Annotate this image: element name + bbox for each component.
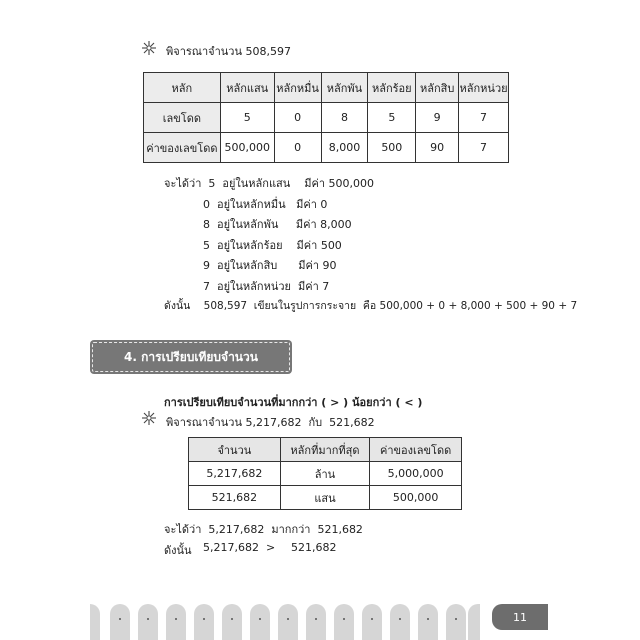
explanation-line: 5 อยู่ในหลักร้อย มีค่า 500 — [203, 239, 342, 252]
table-cell: ล้าน — [280, 462, 370, 486]
explanation-line: 7 อยู่ในหลักหน่วย มีค่า 7 — [203, 280, 330, 293]
fence-picket — [278, 604, 298, 640]
table-cell: 0 — [274, 103, 321, 133]
table-cell: 5 — [220, 103, 274, 133]
fence-picket — [110, 604, 130, 640]
header-cell: หลักร้อย — [368, 73, 416, 103]
fence-picket — [362, 604, 382, 640]
header-cell: ค่าของเลขโดด — [370, 438, 462, 462]
row-label: ค่าของเลขโดด — [144, 133, 221, 163]
result2-operator: > — [266, 541, 276, 554]
header-cell: หลัก — [144, 73, 221, 103]
table-cell: 8 — [321, 103, 368, 133]
table-cell: 8,000 — [321, 133, 368, 163]
header-cell: หลักที่มากที่สุด — [280, 438, 370, 462]
header-cell: หลักแสน — [220, 73, 274, 103]
asterisk-bullet-icon — [141, 410, 157, 426]
fence-picket — [250, 604, 270, 640]
table-cell: 7 — [459, 103, 509, 133]
table-header-row — [189, 438, 462, 462]
section-heading: 4. การเปรียบเทียบจำนวน — [92, 342, 290, 372]
result2-a: 5,217,682 — [203, 541, 259, 554]
conclusion-line: ดังนั้น 508,597 เขียนในรูปการกระจาย คือ 500,000 + 0 + 8,000 + 500 + 90 + 7 — [164, 300, 578, 312]
table-header-row — [144, 73, 509, 103]
row-label: เลขโดด — [144, 103, 221, 133]
table-cell: 0 — [274, 133, 321, 163]
explanation-line: 0 อยู่ในหลักหมื่น มีค่า 0 — [203, 198, 328, 211]
fence-picket — [446, 604, 466, 640]
asterisk-bullet-icon — [141, 40, 157, 56]
explanation-line: จะได้ว่า 5 อยู่ในหลักแสน มีค่า 500,000 — [164, 177, 375, 190]
header-cell: หลักหมื่น — [274, 73, 321, 103]
header-cell: หลักสิบ — [416, 73, 459, 103]
header-cell: หลักพัน — [321, 73, 368, 103]
fence-decoration — [90, 604, 100, 640]
fence-picket — [334, 604, 354, 640]
table-row — [144, 103, 509, 133]
table-cell: 7 — [459, 133, 509, 163]
fence-decoration — [468, 604, 480, 640]
table-cell: 500 — [368, 133, 416, 163]
section1-intro: พิจารณาจำนวน 508,597 — [166, 45, 291, 58]
result2-b: 521,682 — [291, 541, 337, 554]
table-cell: 500,000 — [370, 486, 462, 510]
table-cell: 5 — [368, 103, 416, 133]
fence-picket — [306, 604, 326, 640]
table-row — [189, 462, 462, 486]
explanation-line: 9 อยู่ในหลักสิบ มีค่า 90 — [203, 259, 337, 272]
table-cell: 5,217,682 — [189, 462, 281, 486]
fence-picket — [138, 604, 158, 640]
header-cell: หลักหน่วย — [459, 73, 509, 103]
fence-picket — [390, 604, 410, 640]
table-cell: 90 — [416, 133, 459, 163]
explanation-line: 8 อยู่ในหลักพัน มีค่า 8,000 — [203, 218, 352, 231]
comparison-table — [188, 437, 462, 510]
comparison-subtitle: การเปรียบเทียบจำนวนที่มากกว่า ( > ) น้อยกว่า ( < ) — [164, 396, 423, 409]
table-cell: 9 — [416, 103, 459, 133]
table-row — [144, 133, 509, 163]
result2-label: ดังนั้น — [164, 544, 192, 557]
fence-picket — [418, 604, 438, 640]
fence-picket — [222, 604, 242, 640]
table-cell: 500,000 — [220, 133, 274, 163]
table-cell: 521,682 — [189, 486, 281, 510]
result-line: จะได้ว่า 5,217,682 มากกว่า 521,682 — [164, 523, 363, 536]
fence-picket — [166, 604, 186, 640]
section2-intro: พิจารณาจำนวน 5,217,682 กับ 521,682 — [166, 416, 375, 429]
fence-picket — [194, 604, 214, 640]
table-row — [189, 486, 462, 510]
page-number: 11 — [492, 604, 548, 630]
place-value-table — [143, 72, 509, 163]
table-cell: แสน — [280, 486, 370, 510]
header-cell: จำนวน — [189, 438, 281, 462]
table-cell: 5,000,000 — [370, 462, 462, 486]
